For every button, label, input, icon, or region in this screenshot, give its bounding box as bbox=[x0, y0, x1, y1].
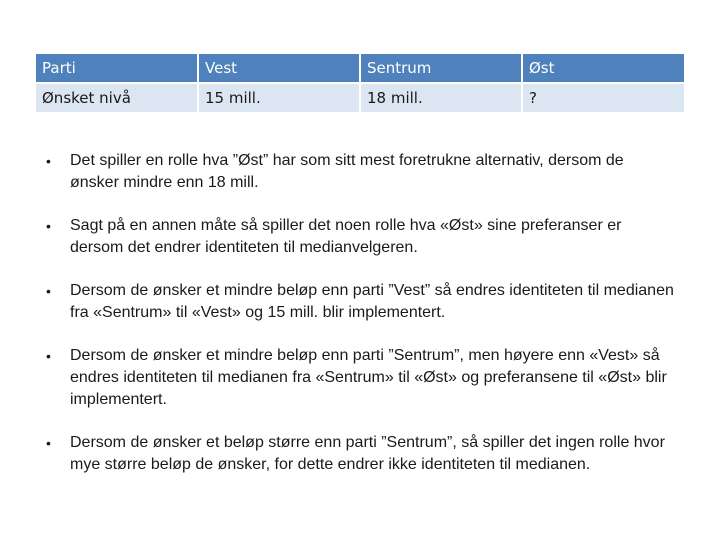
bullet-text: Sagt på en annen måte så spiller det noen rolle hva «Øst» sine preferanser er dersom det endrer identiteten til medianvelgeren. bbox=[70, 217, 622, 256]
bullet-text: Dersom de ønsker et mindre beløp enn parti ”Vest” så endres identiteten til medianen fra «Sentrum» til «Vest» og 15 mill. blir implementert. bbox=[70, 282, 674, 321]
bullet-text: Dersom de ønsker et beløp større enn parti ”Sentrum”, så spiller det ingen rolle hvor mye større beløp de ønsker, for dette endrer ikke identiteten til medianen. bbox=[70, 434, 665, 473]
header-cell-parti: Parti bbox=[36, 54, 198, 83]
bullet-item bbox=[46, 150, 676, 194]
bullet-glyph: • bbox=[46, 153, 51, 169]
header-cell-sentrum: Sentrum bbox=[360, 54, 522, 83]
header-cell-vest: Vest bbox=[198, 54, 360, 83]
bullet-list bbox=[46, 150, 676, 497]
value-cell-sentrum: 18 mill. bbox=[360, 83, 522, 112]
row-label-cell: Ønsket nivå bbox=[36, 83, 198, 112]
header-cell-ost: Øst bbox=[522, 54, 684, 83]
bullet-glyph: • bbox=[46, 348, 51, 364]
bullet-item bbox=[46, 280, 676, 324]
bullet-text: Det spiller en rolle hva ”Øst” har som sitt mest foretrukne alternativ, dersom de ønsker mindre enn 18 mill. bbox=[70, 152, 624, 191]
table-header-row bbox=[36, 54, 684, 83]
bullet-glyph: • bbox=[46, 283, 51, 299]
value-cell-ost: ? bbox=[522, 83, 684, 112]
bullet-item bbox=[46, 215, 676, 259]
preference-table bbox=[36, 54, 684, 112]
bullet-item bbox=[46, 345, 676, 411]
table-row bbox=[36, 83, 684, 112]
bullet-glyph: • bbox=[46, 435, 51, 451]
bullet-item bbox=[46, 432, 676, 476]
value-cell-vest: 15 mill. bbox=[198, 83, 360, 112]
bullet-text: Dersom de ønsker et mindre beløp enn parti ”Sentrum”, men høyere enn «Vest» så endres identiteten til medianen fra «Sentrum» til «Øst» og preferansene til «Øst» blir implementert. bbox=[70, 347, 667, 408]
bullet-glyph: • bbox=[46, 218, 51, 234]
